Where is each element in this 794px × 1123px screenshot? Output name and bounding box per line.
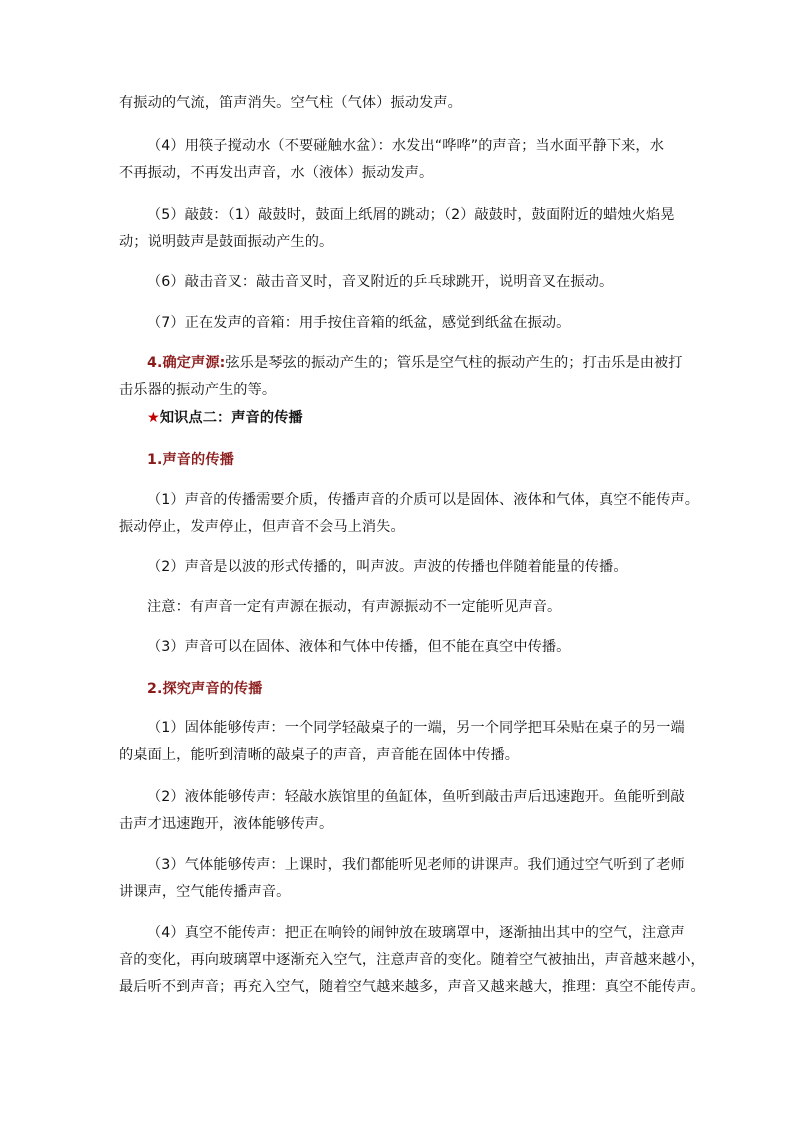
- section-heading-text: 知识点二：声音的传播: [159, 410, 303, 426]
- subsection-heading: 1.声音的传播: [147, 452, 234, 468]
- paragraph-line: （5）敲鼓：（1）敲鼓时，鼓面上纸屑的跳动；（2）敲鼓时，鼓面附近的蜡烛火焰晃: [147, 207, 675, 223]
- paragraph-line: （3）声音可以在固体、液体和气体中传播，但不能在真空中传播。: [147, 639, 571, 655]
- paragraph-line: （1）固体能够传声：一个同学轻敲桌子的一端，另一个同学把耳朵贴在桌子的另一端: [147, 720, 685, 736]
- paragraph-line: （2）液体能够传声：轻敲水族馆里的鱼缸体，鱼听到敲击声后迅速跑开。鱼能听到敲: [147, 789, 685, 805]
- paragraph-line: 有振动的气流，笛声消失。空气柱（气体）振动发声。: [119, 95, 462, 111]
- paragraph-line: （1）声音的传播需要介质，传播声音的介质可以是固体、液体和气体，真空不能传声。: [147, 492, 700, 508]
- term-text: 弦乐是琴弦的振动产生的；管乐是空气柱的振动产生的；打击乐是由被打: [225, 355, 683, 371]
- paragraph-line: 讲课声，空气能传播声音。: [119, 884, 291, 900]
- section-heading: [147, 408, 303, 428]
- paragraph-line: （4）用筷子搅动水（不要碰触水盆）：水发出“哗哗”的声音；当水面平静下来，水: [147, 138, 664, 154]
- term-label: 4.确定声源:: [147, 355, 226, 371]
- subsection-heading: 2.探究声音的传播: [147, 681, 263, 697]
- paragraph-line: （3）气体能够传声：上课时，我们都能听见老师的讲课声。我们通过空气听到了老师: [147, 857, 685, 873]
- paragraph-line: 动；说明鼓声是鼓面振动产生的。: [119, 234, 334, 250]
- paragraph-line: 击乐器的振动产生的等。: [119, 382, 277, 398]
- paragraph-line: 注意：有声音一定有声源在振动，有声源振动不一定能听见声音。: [147, 599, 562, 615]
- paragraph-line: 音的变化，再向玻璃罩中逐渐充入空气，注意声音的变化。随着空气被抽出，声音越来越小，: [119, 952, 705, 968]
- paragraph-line: 击声才迅速跑开，液体能够传声。: [119, 816, 334, 832]
- paragraph-line: （6）敲击音叉：敲击音叉时，音叉附近的乒乓球跳开，说明音叉在振动。: [147, 274, 614, 290]
- paragraph-line: （4）真空不能传声：把正在响铃的闹钟放在玻璃罩中，逐渐抽出其中的空气，注意声: [147, 925, 685, 941]
- paragraph-line: （2）声音是以波的形式传播的，叫声波。声波的传播也伴随着能量的传播。: [147, 559, 628, 575]
- paragraph-line: 振动停止，发声停止，但声音不会马上消失。: [119, 519, 405, 535]
- paragraph-line: （7）正在发声的音箱：用手按住音箱的纸盆，感觉到纸盆在振动。: [147, 315, 571, 331]
- paragraph-line: [147, 353, 683, 373]
- star-icon: ★: [147, 410, 160, 426]
- paragraph-line: 不再振动，不再发出声音，水（液体）振动发声。: [119, 165, 434, 181]
- paragraph-line: 最后听不到声音；再充入空气，随着空气越来越多，声音又越来越大，推理：真空不能传声。: [119, 979, 705, 995]
- paragraph-line: 的桌面上，能听到清晰的敲桌子的声音，声音能在固体中传播。: [119, 747, 520, 763]
